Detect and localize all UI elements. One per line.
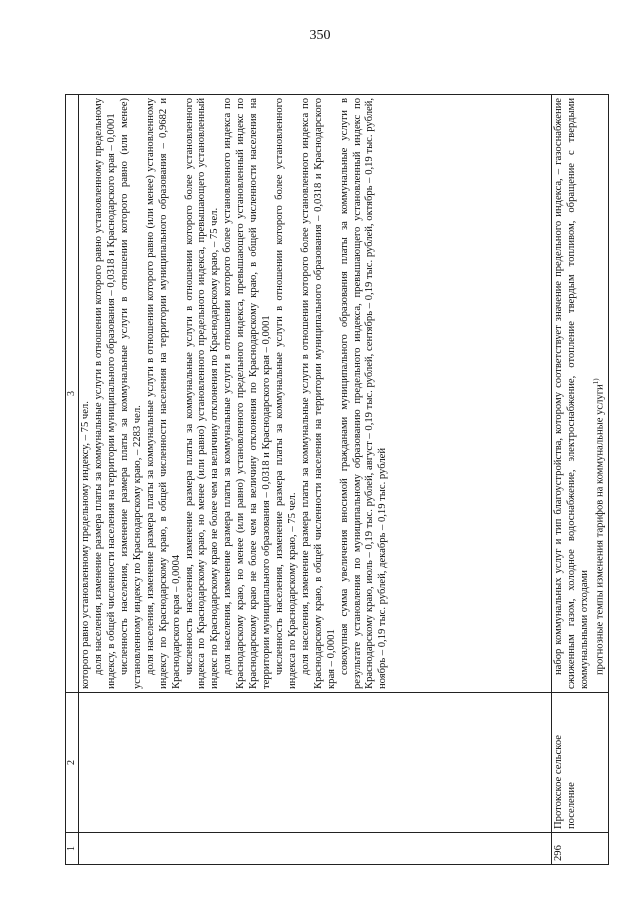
details-paragraph: численность населения, изменение размера платы за коммунальные услуги в отношении которого более установленного индекса по Краснодарскому краю, но менее (или равно) установленного предельного индекса, превышающего установленный индекс по Краснодарскому краю не более чем на величину отклонения по Краснодарскому краю, – 75 чел. — [183, 98, 221, 689]
details-paragraph: доля населения, изменение размера платы за коммунальные услуги в отношении которого более установленного индекса по Краснодарскому краю, в общей численности населения на территории муниципального образования – 0,0318 и Краснодарского края – 0,0001 — [299, 98, 337, 689]
details-text: прогнозные темпы изменения тарифов на коммунальные услуги — [594, 384, 606, 675]
header-col-1: 1 — [66, 833, 79, 865]
details-paragraph: совокупная сумма увеличения вносимой гражданами муниципального образования платы за коммунальные услуги в результате установления по муниципальному образованию предельного индекса, превышающего установленный индекс по Краснодарскому краю, июль – 0,19 тыс. рублей, август – 0,19 тыс. рублей, сентябрь – 0,19 тыс. рублей, октябрь – 0,19 тыс. рублей, ноябрь – 0,19 тыс. рублей, декабрь – 0,19 тыс. рублей — [338, 98, 389, 689]
details-paragraph: которого равно установленному предельному индексу, – 75 чел. — [80, 401, 92, 689]
settlement-name-cell — [79, 693, 552, 833]
row-number-cell — [79, 833, 552, 865]
table-header-row — [66, 95, 79, 865]
footnote-marker: 1) — [591, 378, 600, 385]
table-row-continued — [79, 95, 552, 865]
details-paragraph: доля населения, изменение размера платы за коммунальные услуги в отношении которого равно установленному предельному индексу, в общей численности населения на территории муниципального образования – 0,0318 и Краснодарского края – 0,0001 — [93, 98, 118, 689]
details-paragraph: численность населения, изменение размера платы за коммунальные услуги в отношении которого более установленного индекса по Краснодарскому краю, – 75 чел. — [274, 98, 298, 689]
details-paragraph: набор коммунальных услуг и тип благоустройства, которому соответствует значение предельного индекса, – газоснабжение сжиженным газом, холодное водоснабжение, электроснабжение, отопление твердым топливом, обращение с твердыми коммунальными отходами — [553, 98, 591, 689]
details-cell — [79, 95, 552, 693]
details-paragraph: доля населения, изменение размера платы за коммунальные услуги в отношении которого более установленного индекса по Краснодарскому краю, но менее (или равно) установленного предельного индекса, превышающего установленный индекс по Краснодарскому краю не более чем на величину отклонения по Краснодарскому краю, в общей численности населения на территории муниципального образования – 0,0318 и Краснодарского края – 0,0001 — [222, 98, 273, 689]
settlement-name-cell: Протокское сельское поселение — [552, 693, 609, 833]
index-table — [65, 94, 609, 865]
details-paragraph: доля населения, изменение размера платы за коммунальные услуги в отношении которого равно (или менее) установленному индексу по Краснодарскому краю, в общей численности населения на территории муниципального образования – 0,9682 и Краснодарского края – 0,0004 — [144, 98, 182, 689]
table-row-296 — [552, 95, 609, 865]
rotated-table-container — [65, 95, 606, 865]
row-number-cell: 296 — [552, 833, 609, 865]
details-paragraph: численность населения, изменение размера платы за коммунальные услуги в отношении которого равно (или менее) установленному индексу по Краснодарскому краю, – 2283 чел. — [118, 98, 143, 689]
details-paragraph — [592, 98, 607, 689]
header-col-2: 2 — [66, 693, 79, 833]
page-number: 350 — [309, 28, 331, 43]
details-cell — [552, 95, 609, 693]
header-col-3: 3 — [66, 95, 79, 693]
